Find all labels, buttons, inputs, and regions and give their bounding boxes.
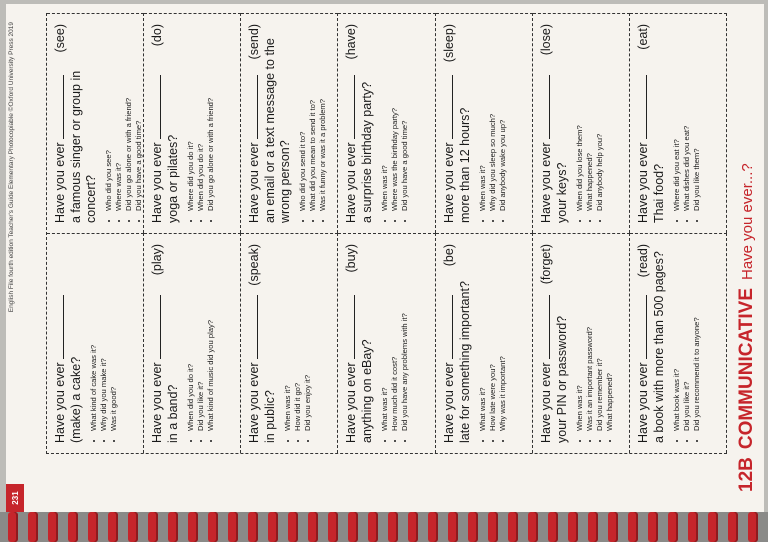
answer-blank (442, 75, 453, 139)
binding-ring (588, 512, 598, 542)
follow-up-question: • What happened? (605, 244, 615, 431)
binding-ring (448, 512, 458, 542)
question-line (442, 24, 457, 223)
question-line (539, 244, 554, 443)
question-start: Have you ever (53, 142, 67, 223)
verb-prompt: (lose) (538, 24, 553, 56)
binding-ring (408, 512, 418, 542)
question-card (338, 233, 435, 453)
follow-up-list (380, 244, 410, 443)
section-title: COMMUNICATIVE (736, 288, 757, 450)
follow-up-list (575, 24, 605, 223)
question-object: yoga or pilates? (166, 134, 181, 223)
binding-ring (148, 512, 158, 542)
answer-blank (150, 75, 161, 139)
binding-ring (428, 512, 438, 542)
question-start: Have you ever (538, 362, 553, 443)
binding-ring (28, 512, 38, 542)
follow-up-question: • When was it? (575, 244, 585, 431)
follow-up-question: • What kind of cake was it? (89, 244, 99, 431)
follow-up-question: • When was it? (478, 24, 488, 211)
binding-ring (188, 512, 198, 542)
binding-ring (688, 512, 698, 542)
follow-up-question: • Why did you make it? (99, 244, 109, 431)
question-line (247, 244, 262, 443)
question-card (47, 233, 144, 453)
unit-code: 12B (736, 457, 757, 492)
binding-ring (348, 512, 358, 542)
question-start: Have you ever (441, 142, 456, 223)
verb-prompt: (have) (344, 24, 359, 60)
follow-up-list (186, 244, 216, 443)
question-object: in public? (263, 390, 278, 443)
binding-ring (48, 512, 58, 542)
binding-ring (248, 512, 258, 542)
follow-up-question: • Did you have a good time? (134, 24, 144, 211)
follow-up-question: • Did you enjoy it? (303, 244, 313, 431)
verb-prompt: (sleep) (441, 24, 456, 63)
follow-up-question: • Did anybody wake you up? (498, 24, 508, 211)
answer-blank (539, 295, 550, 359)
follow-up-question: • Where was it? (114, 24, 124, 211)
follow-up-question: • What happened? (585, 24, 595, 211)
page-footer: English File fourth edition Teacher's Guide Elementary Photocopiable ©Oxford University Press 2019 (8, 22, 15, 313)
binding-ring (528, 512, 538, 542)
question-card (338, 13, 435, 233)
verb-prompt: (do) (150, 24, 165, 47)
follow-up-question: • What book was it? (672, 244, 682, 431)
binding-ring (748, 512, 758, 542)
follow-up-question: • How did it go? (293, 244, 303, 431)
follow-up-question: • What was it? (380, 244, 390, 431)
binding-ring (228, 512, 238, 542)
follow-up-question: • Did anybody help you? (595, 24, 605, 211)
question-object: Thai food? (651, 163, 666, 223)
follow-up-question: • When was it? (283, 244, 293, 431)
verb-prompt: (see) (53, 24, 67, 53)
answer-blank (53, 75, 64, 139)
question-card (241, 13, 338, 233)
binding-ring (568, 512, 578, 542)
binding-ring (308, 512, 318, 542)
question-start: Have you ever (150, 362, 165, 443)
question-line (150, 24, 165, 223)
follow-up-question: • When did you lose them? (575, 24, 585, 211)
binding-ring (728, 512, 738, 542)
follow-up-question: • Where did you eat it? (672, 24, 682, 211)
follow-up-question: • Was it an important password? (585, 244, 595, 431)
question-object: a book with more than 500 pages? (651, 251, 666, 443)
question-start: Have you ever (247, 142, 262, 223)
question-line (53, 244, 68, 443)
answer-blank (150, 295, 161, 359)
question-line (539, 24, 554, 223)
binding-ring (468, 512, 478, 542)
binding-ring (548, 512, 558, 542)
question-object: your keys? (554, 162, 569, 223)
question-line (442, 244, 457, 443)
question-card (241, 233, 338, 453)
question-card (533, 13, 630, 233)
follow-up-list (283, 244, 313, 443)
question-line (636, 24, 651, 223)
question-card (436, 13, 533, 233)
follow-up-question: • Did you have a good time? (400, 24, 410, 211)
rotated-content (6, 4, 764, 512)
question-object: anything on eBay? (360, 339, 375, 443)
question-line (344, 24, 359, 223)
follow-up-question: • Was it funny or was it a problem? (318, 24, 328, 211)
follow-up-list (575, 244, 615, 443)
verb-prompt: (read) (635, 244, 650, 278)
question-start: Have you ever (635, 362, 650, 443)
follow-up-list (478, 24, 508, 223)
answer-blank (636, 75, 647, 139)
follow-up-question: • Did you go alone or with a friend? (124, 24, 134, 211)
verb-prompt: (send) (247, 24, 262, 60)
answer-blank (442, 295, 453, 359)
follow-up-question: • Did you have any problems with it? (400, 244, 410, 431)
binding-ring (368, 512, 378, 542)
binding-ring (88, 512, 98, 542)
follow-up-question: • How late were you? (488, 244, 498, 431)
follow-up-question: • What was it? (478, 244, 488, 431)
follow-up-list (298, 24, 328, 223)
question-line (150, 244, 165, 443)
follow-up-question: • Did you remember it? (595, 244, 605, 431)
question-line (636, 244, 651, 443)
answer-blank (636, 295, 647, 359)
follow-up-question: • What dishes did you eat? (682, 24, 692, 211)
follow-up-question: • Did you like it? (196, 244, 206, 431)
follow-up-question: • Why was it important? (498, 244, 508, 431)
follow-up-question: • Did you go alone or with a friend? (206, 24, 216, 211)
follow-up-question: • Why did you sleep so much? (488, 24, 498, 211)
binding-ring (668, 512, 678, 542)
binding-ring (128, 512, 138, 542)
binding-ring (8, 512, 18, 542)
question-card (144, 233, 241, 453)
follow-up-question: • What did you mean to send it to? (308, 24, 318, 211)
question-start: Have you ever (247, 362, 262, 443)
follow-up-question: • Where did you do it? (186, 24, 196, 211)
follow-up-question: • How much did it cost? (390, 244, 400, 431)
spiral-binding (0, 512, 768, 542)
answer-blank (247, 295, 258, 359)
follow-up-list (672, 244, 702, 443)
answer-blank (247, 75, 258, 139)
question-card (144, 13, 241, 233)
follow-up-list (478, 244, 508, 443)
binding-ring (388, 512, 398, 542)
question-line (247, 24, 262, 223)
follow-up-question: • When did you do it? (186, 244, 196, 431)
verb-prompt: (forget) (538, 244, 553, 285)
follow-up-list (672, 24, 702, 223)
verb-prompt: (buy) (344, 244, 359, 273)
binding-ring (608, 512, 618, 542)
page-number: 231 (6, 484, 24, 512)
question-start: Have you ever (441, 362, 456, 443)
answer-blank (53, 295, 64, 359)
binding-ring (68, 512, 78, 542)
binding-ring (488, 512, 498, 542)
follow-up-question: • Did you like it? (682, 244, 692, 431)
question-card (47, 13, 144, 233)
follow-up-question: • Where was the birthday party? (390, 24, 400, 211)
worksheet-subtitle: Have you ever...? (739, 163, 756, 280)
follow-up-question: • Who did you see? (104, 24, 114, 211)
question-object: a surprise birthday party? (360, 81, 375, 223)
question-object: a famous singer or group in concert? (69, 70, 98, 223)
binding-ring (208, 512, 218, 542)
binding-ring (508, 512, 518, 542)
answer-blank (539, 75, 550, 139)
follow-up-list (89, 244, 119, 443)
question-start: Have you ever (150, 142, 165, 223)
worksheet-page (6, 4, 764, 512)
follow-up-question: • Did you like them? (692, 24, 702, 211)
follow-up-question: • Was it good? (109, 244, 119, 431)
follow-up-question: • When was it? (380, 24, 390, 211)
follow-up-list (186, 24, 216, 223)
question-start: Have you ever (53, 362, 67, 443)
follow-up-question: • Did you recommend it to anyone? (692, 244, 702, 431)
question-object: your PIN or password? (554, 315, 569, 443)
question-object: in a band? (166, 384, 181, 443)
follow-up-list (380, 24, 410, 223)
verb-prompt: (be) (441, 244, 456, 267)
question-card (630, 13, 727, 233)
question-card (436, 233, 533, 453)
follow-up-list (104, 24, 144, 223)
answer-blank (344, 75, 355, 139)
verb-prompt: (play) (150, 244, 165, 276)
question-object: an email or a text message to the wrong person? (263, 38, 293, 223)
binding-ring (108, 512, 118, 542)
follow-up-question: • Who did you send it to? (298, 24, 308, 211)
binding-ring (328, 512, 338, 542)
question-line (53, 24, 68, 223)
question-start: Have you ever (635, 142, 650, 223)
binding-ring (648, 512, 658, 542)
question-object: late for something important? (457, 281, 472, 443)
question-object: more than 12 hours? (457, 107, 472, 223)
binding-ring (708, 512, 718, 542)
binding-ring (288, 512, 298, 542)
question-start: Have you ever (538, 142, 553, 223)
binding-ring (168, 512, 178, 542)
follow-up-question: • When did you do it? (196, 24, 206, 211)
binding-ring (268, 512, 278, 542)
answer-blank (344, 295, 355, 359)
worksheet-header (736, 52, 758, 492)
question-line (344, 244, 359, 443)
follow-up-question: • What kind of music did you play? (206, 244, 216, 431)
question-object: (make) a cake? (69, 356, 83, 443)
verb-prompt: (speak) (247, 244, 262, 286)
question-start: Have you ever (344, 142, 359, 223)
binding-ring (628, 512, 638, 542)
question-start: Have you ever (344, 362, 359, 443)
question-card (533, 233, 630, 453)
verb-prompt: (eat) (635, 24, 650, 50)
card-grid (46, 13, 727, 454)
question-card (630, 233, 727, 453)
